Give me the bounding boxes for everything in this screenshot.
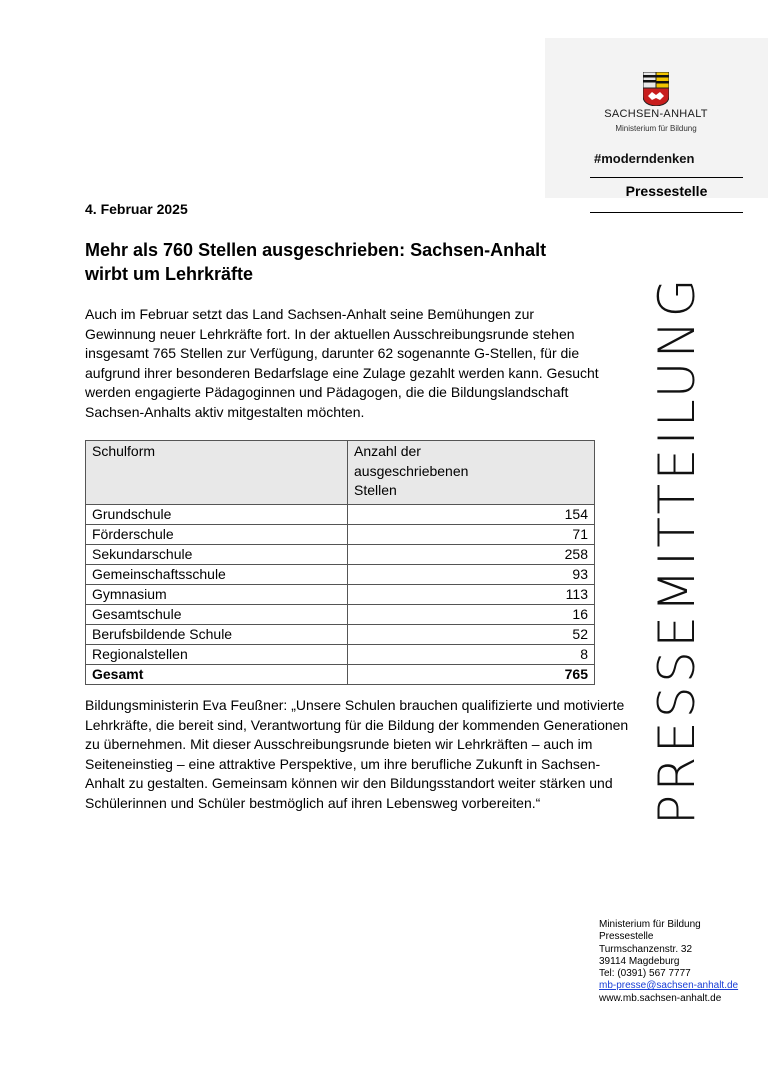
table-cell-schulform: Gymnasium (86, 584, 348, 604)
table-cell-anzahl: 71 (348, 524, 595, 544)
table-row (86, 584, 595, 604)
table-total-row (86, 664, 595, 684)
divider (590, 177, 743, 178)
contact-city: 39114 Magdeburg (599, 955, 680, 967)
table-cell-schulform: Grundschule (86, 504, 348, 524)
coat-of-arms-icon (643, 72, 669, 106)
table-row (86, 604, 595, 624)
vertical-label: PRESSEMITTEILUNG (648, 274, 706, 826)
table-row (86, 504, 595, 524)
column-header-anzahl: Anzahl der ausgeschriebenen Stellen (348, 441, 595, 505)
table-cell-anzahl: 8 (348, 644, 595, 664)
hashtag: #moderndenken (594, 151, 695, 166)
brand-subtitle: Ministerium für Bildung (615, 124, 697, 133)
table-row (86, 524, 595, 544)
department-label: Pressestelle (625, 183, 708, 199)
table-cell-schulform: Regionalstellen (86, 644, 348, 664)
table-cell-schulform: Gesamtschule (86, 604, 348, 624)
table-cell-anzahl: 52 (348, 624, 595, 644)
table-cell-schulform: Gemeinschaftsschule (86, 564, 348, 584)
table-cell-anzahl: 113 (348, 584, 595, 604)
table-total-value: 765 (348, 664, 595, 684)
table-row (86, 564, 595, 584)
headline: Mehr als 760 Stellen ausgeschrieben: Sachsen-Anhalt wirbt um Lehrkräfte (85, 240, 547, 284)
table-cell-schulform: Förderschule (86, 524, 348, 544)
table-row (86, 644, 595, 664)
table-cell-schulform: Sekundarschule (86, 544, 348, 564)
contact-website-link[interactable]: www.mb.sachsen-anhalt.de (599, 992, 722, 1004)
positions-table (85, 440, 595, 685)
table-header-row (86, 441, 595, 505)
contact-block (599, 919, 738, 1005)
contact-phone: Tel: (0391) 567 7777 (599, 968, 691, 980)
intro-paragraph: Auch im Februar setzt das Land Sachsen-Anhalt seine Bemühungen zur Gewinnung neuer Lehrkräfte fort. In der aktuellen Ausschreibungsrunde stehen insgesamt 765 Stellen zur Verfügung, darunter 62 sogenannte G-Stellen, für die aufgrund ihrer besonderen Bedarfslage eine Zulage gezahlt werden kann. Gesucht werden engagierte Pädagoginnen und Pädagogen, die die Bildungslandschaft Sachsen-Anhalts aktiv mitgestalten möchten. (85, 306, 599, 420)
table-total-label: Gesamt (86, 664, 348, 684)
contact-dept: Pressestelle (599, 931, 654, 943)
table-row (86, 544, 595, 564)
press-date: 4. Februar 2025 (85, 201, 188, 217)
table-cell-anzahl: 258 (348, 544, 595, 564)
vertical-banner (650, 240, 704, 860)
contact-email-link[interactable]: mb-presse@sachsen-anhalt.de (599, 980, 739, 992)
table-cell-anzahl: 16 (348, 604, 595, 624)
table-cell-anzahl: 154 (348, 504, 595, 524)
contact-street: Turmschanzenstr. 32 (599, 943, 693, 955)
brand-name: SACHSEN-ANHALT (604, 108, 708, 120)
divider (590, 212, 743, 213)
contact-org: Ministerium für Bildung (599, 919, 701, 930)
minister-quote: Bildungsministerin Eva Feußner: „Unsere Schulen brauchen qualifizierte und motivierte Lehrkräfte, die bereit sind, Verantwortung für die Bildung der kommenden Generationen zu übernehmen. Mit dieser Ausschreibungsrunde bieten wir Lehrkräften – auch im Seiteneinstieg – eine attraktive Perspektive, um ihre berufliche Zukunft in Sachsen-Anhalt zu gestalten. Gemeinsam können wir den Bildungsstandort weiter stärken und Schülerinnen und Schüler bestmöglich auf ihren Lebensweg vorbereiten.“ (85, 697, 629, 811)
table-cell-anzahl: 93 (348, 564, 595, 584)
table-row (86, 624, 595, 644)
table-cell-schulform: Berufsbildende Schule (86, 624, 348, 644)
column-header-schulform: Schulform (86, 441, 348, 505)
